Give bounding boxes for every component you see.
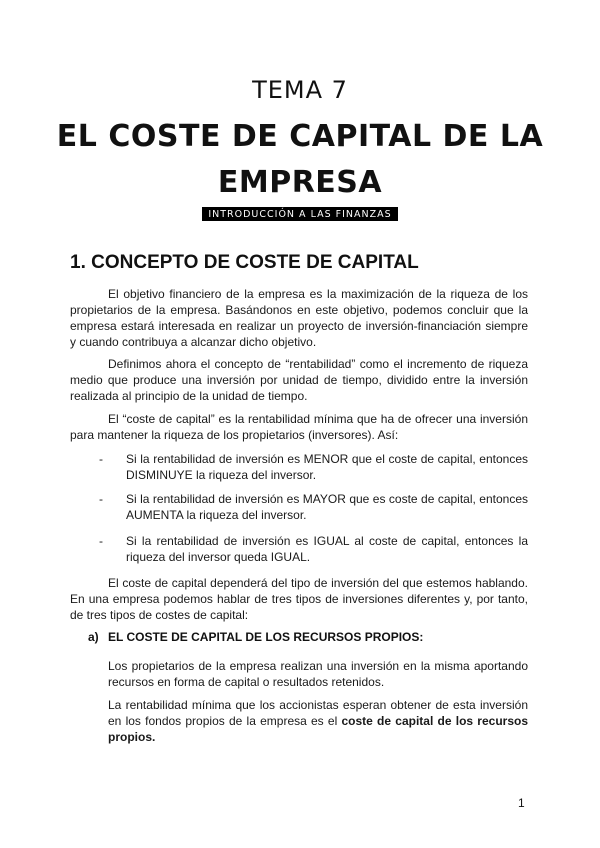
key-term: coste de capital de los recursos propios.	[108, 714, 529, 744]
list-item	[99, 451, 528, 483]
paragraph-coste-capital: El “coste de capital” es la rentabilidad mínima que ha de ofrecer una inversión para mantener la riqueza de los propietarios (inversores). Así:	[70, 412, 528, 442]
subject-badge: INTRODUCCIÓN A LAS FINANZAS	[202, 207, 397, 221]
title-line-2: EMPRESA	[217, 165, 383, 200]
list-dash: -	[99, 452, 103, 466]
list-dash: -	[99, 534, 103, 548]
paragraph-tipos: El coste de capital dependerá del tipo de inversión del que estemos hablando. En una empresa podemos hablar de tres tipos de inversiones diferentes y, por tanto, de tres tipos de costes de capital:	[70, 576, 528, 622]
subsection-heading	[88, 630, 423, 644]
paragraph-propietarios: Los propietarios de la empresa realizan una inversión en la misma aportando recursos en forma de capital o resultados retenidos.	[108, 659, 528, 689]
list-item	[99, 491, 528, 523]
topic-number: TEMA 7	[252, 76, 348, 104]
subject-badge-wrap	[0, 204, 600, 222]
section-heading: 1. CONCEPTO DE COSTE DE CAPITAL	[70, 252, 419, 273]
paragraph-objetivo: El objetivo financiero de la empresa es la maximización de la riqueza de los propietarios de la empresa. Basándonos en este objetivo, podemos concluir que la empresa estará interesada en realizar un proyecto de inversión-financiación siempre y cuando contribuya a alcanzar dicho objetivo.	[70, 287, 528, 349]
paragraph-rentabilidad-minima	[108, 697, 528, 745]
title-line-1: EL COSTE DE CAPITAL DE LA	[56, 119, 544, 154]
page-number: 1	[518, 796, 525, 810]
paragraph-text: La rentabilidad mínima que los accionistas esperan obtener de esta inversión en los fondos propios de la empresa es el	[108, 698, 528, 728]
list-item-text: Si la rentabilidad de inversión es MAYOR que es coste de capital, entonces AUMENTA la riqueza del inversor.	[126, 492, 528, 522]
subsection-title: EL COSTE DE CAPITAL DE LOS RECURSOS PROPIOS:	[108, 630, 424, 644]
list-dash: -	[99, 492, 103, 506]
list-item	[99, 533, 528, 565]
list-item-text: Si la rentabilidad de inversión es IGUAL al coste de capital, entonces la riqueza del inversor queda IGUAL.	[126, 534, 528, 564]
document-title	[40, 114, 560, 206]
list-item-text: Si la rentabilidad de inversión es MENOR que el coste de capital, entonces DISMINUYE la riqueza del inversor.	[126, 452, 528, 482]
subsection-marker: a)	[88, 630, 99, 644]
paragraph-rentabilidad: Definimos ahora el concepto de “rentabilidad” como el incremento de riqueza medio que produce una inversión por unidad de tiempo, dividido entre la inversión realizada al principio de la unidad de tiempo.	[70, 357, 528, 403]
